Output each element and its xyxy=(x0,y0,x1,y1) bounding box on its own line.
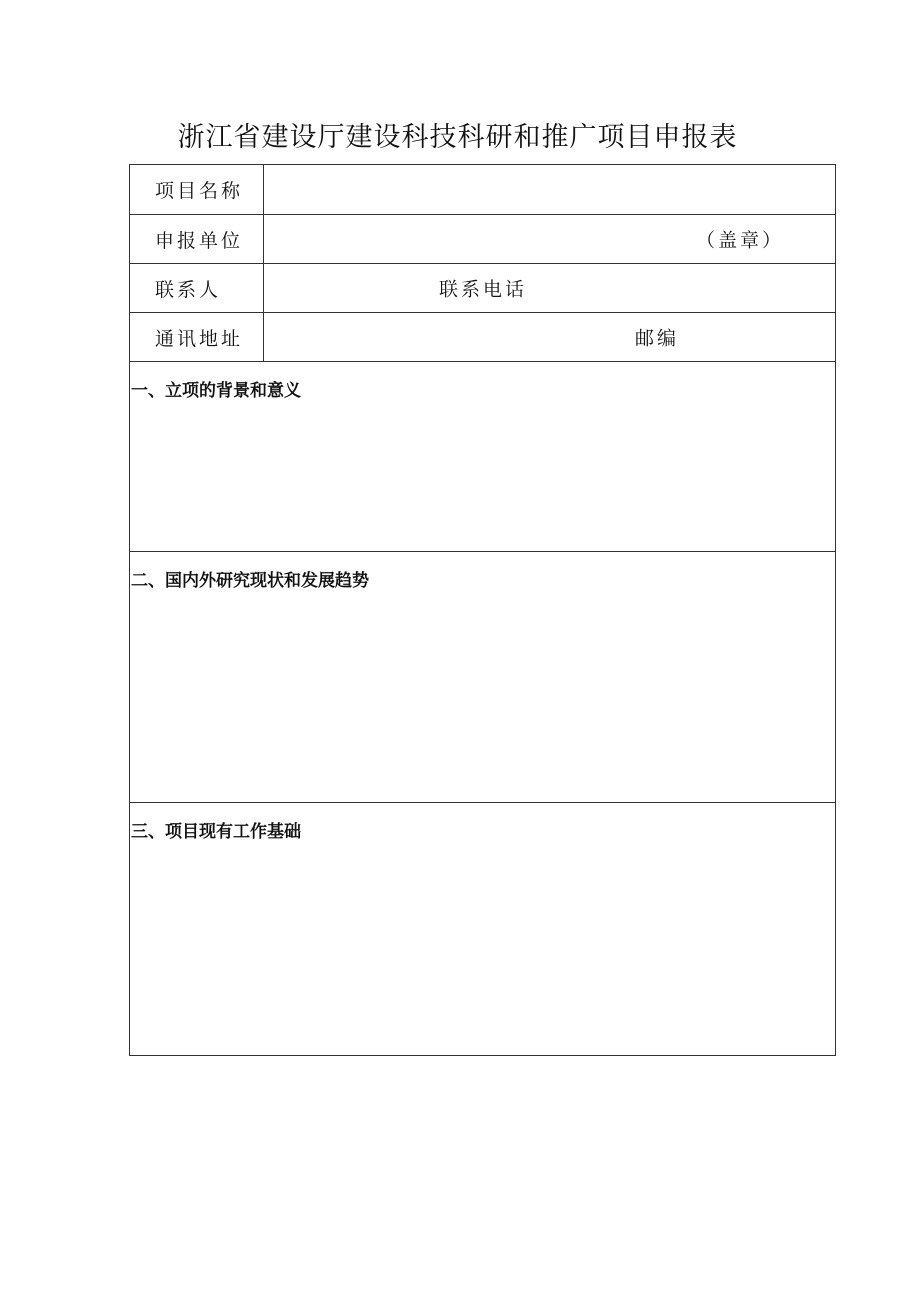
project-name-row xyxy=(130,165,835,215)
contact-label: 联系人 xyxy=(130,264,264,312)
phone-label: 联系电话 xyxy=(439,278,528,301)
applicant-unit-label: 申报单位 xyxy=(130,215,264,263)
project-name-field[interactable] xyxy=(264,165,835,214)
applicant-unit-field[interactable] xyxy=(264,215,835,263)
section-body-research-status[interactable] xyxy=(130,596,835,802)
address-row xyxy=(130,313,835,362)
section-heading-research-status: 二、国内外研究现状和发展趋势 xyxy=(131,571,369,591)
project-name-label: 项目名称 xyxy=(130,165,264,214)
section-body-background[interactable] xyxy=(130,406,835,551)
section-existing-work xyxy=(130,803,835,1055)
section-body-existing-work[interactable] xyxy=(130,847,835,1055)
applicant-unit-row xyxy=(130,215,835,264)
application-form xyxy=(129,164,836,1056)
form-title: 浙江省建设厅建设科技科研和推广项目申报表 xyxy=(177,122,738,153)
section-background xyxy=(130,362,835,552)
stamp-note: （盖章） xyxy=(696,229,785,252)
postcode-label: 邮编 xyxy=(635,327,680,350)
address-field[interactable] xyxy=(264,313,835,361)
section-heading-background: 一、立项的背景和意义 xyxy=(131,381,301,401)
section-research-status xyxy=(130,552,835,803)
section-heading-existing-work: 三、项目现有工作基础 xyxy=(131,822,301,842)
contact-field[interactable] xyxy=(264,264,835,312)
address-label: 通讯地址 xyxy=(130,313,264,361)
contact-row xyxy=(130,264,835,313)
